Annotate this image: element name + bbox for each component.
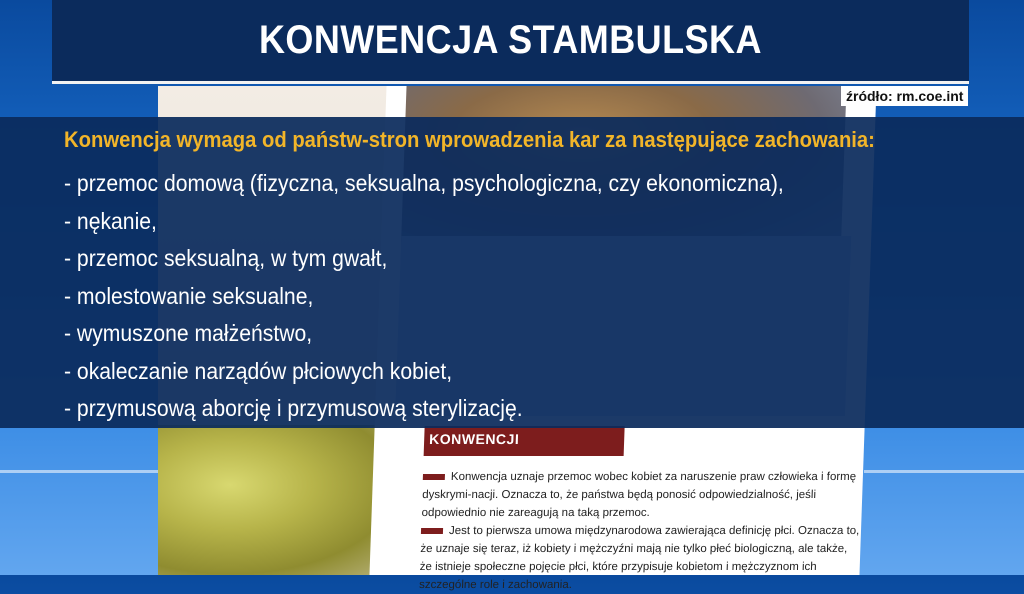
- list-item: - przemoc domową (fizyczna, seksualna, psychologiczna, czy ekonomiczna),: [64, 170, 784, 196]
- info-lead: Konwencja wymaga od państw-stron wprowadzenia kar za następujące zachowania:: [64, 127, 875, 152]
- grass-photo: [158, 425, 398, 575]
- list-item: - przymusową aborcję i przymusową sterylizację.: [64, 395, 523, 421]
- document-paragraph: Jest to pierwsza umowa międzynarodowa zawierająca definicję płci. Oznacza to, że uznaje się teraz, iż kobiety i mężczyźni mają nie tylko płeć biologiczną, ale także, że istnieje społeczne pojęcie płci, które przypisuje kobietom i mężczyznom ich szczególne role i zachowania.: [418, 525, 860, 591]
- title-bar: [52, 0, 969, 84]
- behaviors-list: [64, 165, 846, 428]
- document-section-heading: KONWENCJI: [428, 431, 520, 447]
- bg-stripe: [0, 470, 160, 473]
- list-item: - molestowanie seksualne,: [64, 282, 314, 309]
- list-item: - przemoc seksualną, w tym gwałt,: [64, 245, 388, 271]
- bullet-marker: [421, 528, 443, 534]
- page-title: KONWENCJA STAMBULSKA: [259, 18, 762, 62]
- list-item: - wymuszone małżeństwo,: [64, 320, 313, 346]
- list-item: - nękanie,: [64, 207, 157, 234]
- info-panel: [0, 117, 1024, 428]
- bg-stripe: [864, 470, 1024, 473]
- source-label: źródło: rm.coe.int: [841, 86, 968, 106]
- bullet-marker: [423, 474, 445, 480]
- document-paragraph: Konwencja uznaje przemoc wobec kobiet za naruszenie praw człowieka i formę dyskrymi-nacji. Oznacza to, że państwa będą ponosić odpowiedzialność, jeśli odpowiednio nie zareagują na taką przemoc.: [421, 471, 857, 519]
- list-item: - okaleczanie narządów płciowych kobiet,: [64, 357, 453, 384]
